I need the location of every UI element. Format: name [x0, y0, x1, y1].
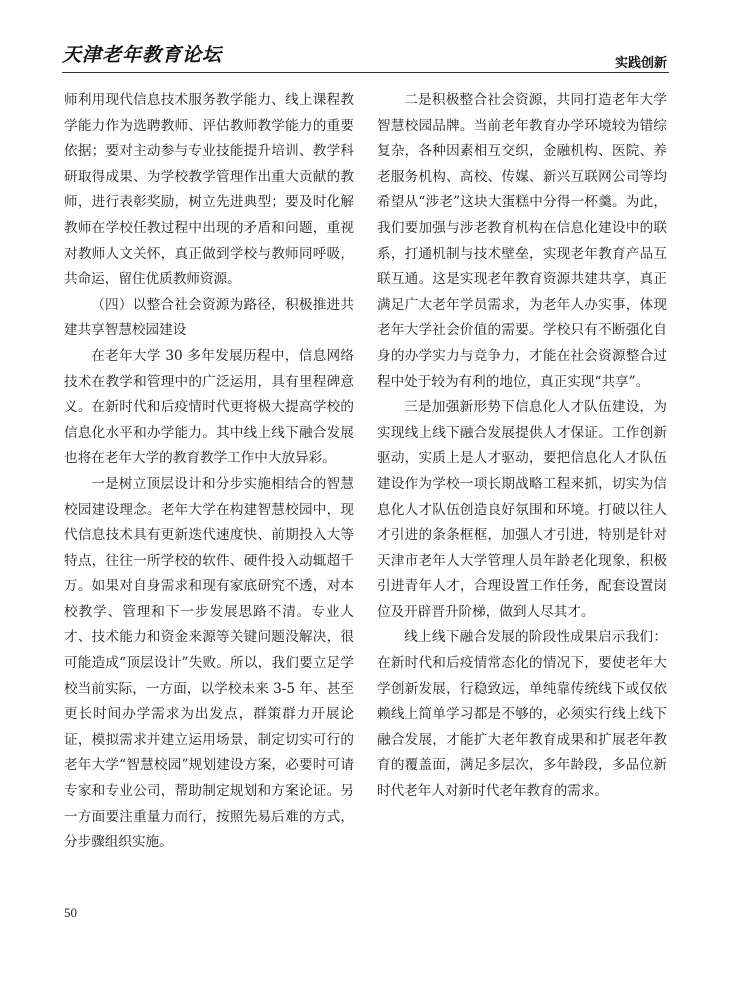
page-number: 50	[64, 905, 77, 920]
section-heading: （四）以整合社会资源为路径，积极推进共建共享智慧校园建设	[64, 296, 354, 339]
section-title: 实践创新	[614, 56, 667, 71]
left-column	[64, 88, 354, 856]
paragraph: 一是树立顶层设计和分步实施相结合的智慧校园建设理念。老年大学在构建智慧校园中，现代信息技术具有更新迭代速度快、前期投入大等特点，往往一所学校的软件、硬件投入动辄超千万。如果对自身需求和现有家底研究不透，对本校教学、管理和下一步发展思路不清。专业人才、技术能力和资金来源等关键问题没解决，很可能造成“顶层设计”失败。所以，我们要立足学校当前实际，一方面，以学校未来 3-5 年、甚至更长时间办学需求为出发点，群策群力开展论证，模拟需求并建立运用场景，制定切实可行的老年大学“智慧校园”规划建设方案，必要时可请专家和专业公司，帮助制定规划和方案论证。另一方面要注重量力而行，按照先易后难的方式，分步骤组织实施。	[64, 475, 354, 851]
paragraph: 三是加强新形势下信息化人才队伍建设，为实现线上线下融合发展提供人才保证。工作创新驱动，实质上是人才驱动，要把信息化人才队伍建设作为学校一项长期战略工程来抓，切实为信息化人才队伍创造良好氛围和环境。打破以往人才引进的条条框框，加强人才引进，特别是针对天津市老年人大学管理人员年龄老化现象，积极引进青年人才，合理设置工作任务，配套设置岗位及开辟晋升阶梯，做到人尽其才。	[377, 399, 667, 620]
paragraph: 在老年大学 30 多年发展历程中，信息网络技术在教学和管理中的广泛运用，具有里程碑意义。在新时代和后疫情时代更将极大提高学校的信息化水平和办学能力。其中线上线下融合发展也将在老年大学的教育教学工作中大放异彩。	[64, 347, 354, 467]
right-column	[377, 88, 667, 805]
journal-logo: 天津老年教育论坛	[62, 44, 223, 66]
paragraph: 师利用现代信息技术服务教学能力、线上课程教学能力作为选聘教师、评估教师教学能力的重要依据；要对主动参与专业技能提升培训、教学科研取得成果、为学校教学管理作出重大贡献的教师，进行表彰奖励，树立先进典型；要及时化解教师在学校任教过程中出现的矛盾和问题，重视对教师人文关怀，真正做到学校与教师同呼吸，共命运，留住优质教师资源。	[64, 92, 354, 288]
paragraph: 线上线下融合发展的阶段性成果启示我们：在新时代和后疫情常态化的情况下，要使老年大学创新发展，行稳致远，单纯靠传统线下或仅依赖线上简单学习都是不够的，必须实行线上线下融合发展，才能扩大老年教育成果和扩展老年教育的覆盖面，满足多层次，多年龄段，多品位新时代老年人对新时代老年教育的需求。	[377, 629, 667, 800]
header-divider	[62, 72, 669, 73]
paragraph: 二是积极整合社会资源，共同打造老年大学智慧校园品牌。当前老年教育办学环境较为错综复杂，各种因素相互交织，金融机构、医院、养老服务机构、高校、传媒、新兴互联网公司等均希望从“涉老”这块大蛋糕中分得一杯羹。为此，我们要加强与涉老教育机构在信息化建设中的联系，打通机制与技术壁垒，实现老年教育产品互联互通。这是实现老年教育资源共建共享，真正满足广大老年学员需求，为老年人办实事，体现老年大学社会价值的需要。学校只有不断强化自身的办学实力与竞争力，才能在社会资源整合过程中处于较为有利的地位，真正实现“共享”。	[377, 92, 667, 390]
